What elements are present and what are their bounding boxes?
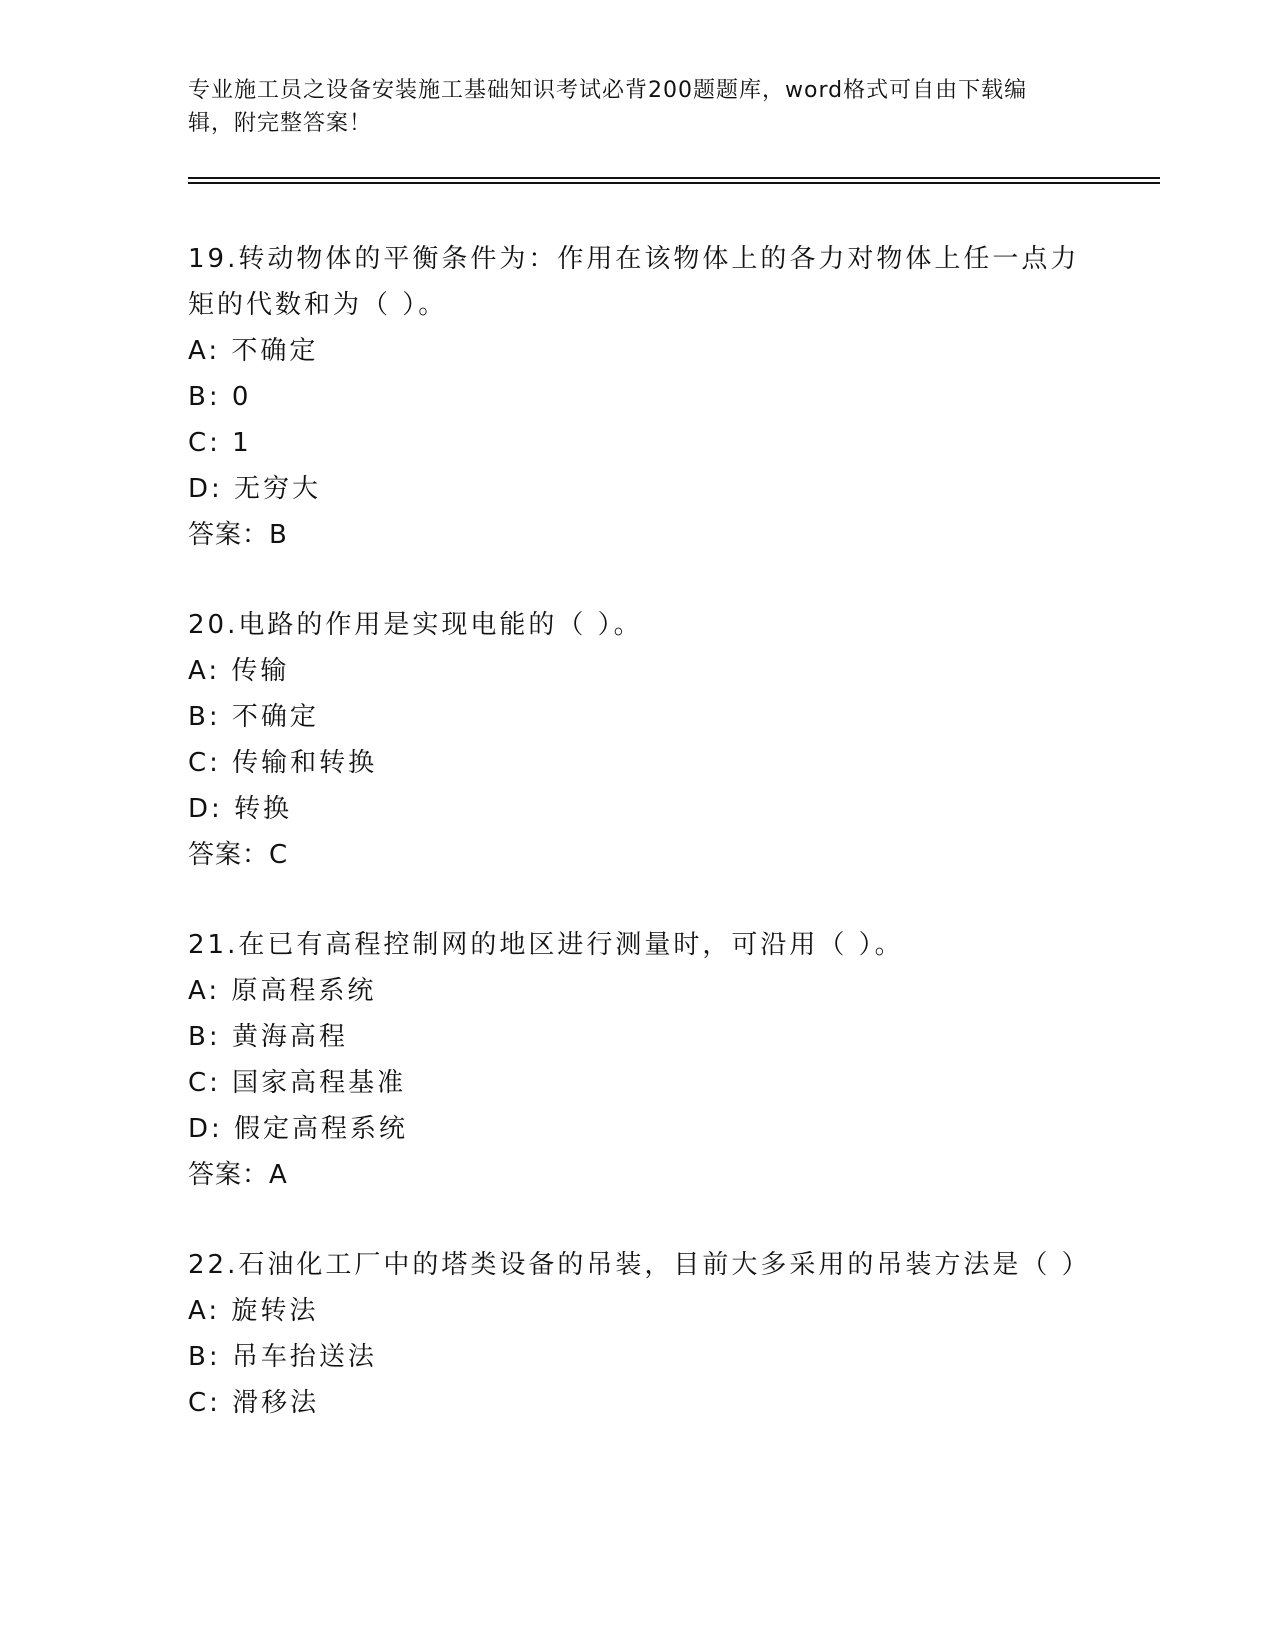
document-header: 专业施工员之设备安装施工基础知识考试必背200题题库，word格式可自由下载编辑，附完整答案！ bbox=[188, 78, 1028, 136]
option-a: A: 旋转法 bbox=[188, 1296, 319, 1326]
question-20 bbox=[188, 602, 1088, 878]
option-a: A: 传输 bbox=[188, 656, 290, 686]
answer-line: 答案：C bbox=[188, 840, 289, 870]
answer-line: 答案：A bbox=[188, 1160, 288, 1190]
question-21 bbox=[188, 922, 1088, 1198]
option-c: C: 国家高程基准 bbox=[188, 1068, 407, 1098]
option-c: C: 滑移法 bbox=[188, 1388, 320, 1418]
question-stem: 22.石油化工厂中的塔类设备的吊装，目前大多采用的吊装方法是（ ） bbox=[188, 1250, 1091, 1280]
option-b: B: 不确定 bbox=[188, 702, 319, 732]
option-a: A: 原高程系统 bbox=[188, 976, 377, 1006]
option-d: D: 无穷大 bbox=[188, 474, 322, 504]
option-c: C: 1 bbox=[188, 428, 252, 458]
question-22 bbox=[188, 1242, 1091, 1426]
option-a: A: 不确定 bbox=[188, 336, 319, 366]
header-divider-bottom bbox=[188, 182, 1160, 184]
option-b: B: 黄海高程 bbox=[188, 1022, 348, 1052]
header-divider-top bbox=[188, 177, 1160, 179]
option-d: D: 假定高程系统 bbox=[188, 1114, 409, 1144]
question-stem: 20.电路的作用是实现电能的（ ）。 bbox=[188, 610, 643, 640]
option-d: D: 转换 bbox=[188, 794, 293, 824]
question-stem: 21.在已有高程控制网的地区进行测量时，可沿用（ ）。 bbox=[188, 930, 904, 960]
question-list bbox=[188, 236, 1091, 1470]
question-stem: 19.转动物体的平衡条件为：作用在该物体上的各力对物体上任一点力矩的代数和为（ ）。 bbox=[188, 244, 1080, 320]
option-b: B: 吊车抬送法 bbox=[188, 1342, 377, 1372]
option-b: B: 0 bbox=[188, 382, 252, 412]
option-c: C: 传输和转换 bbox=[188, 748, 378, 778]
question-19 bbox=[188, 236, 1088, 558]
answer-line: 答案：B bbox=[188, 520, 288, 550]
